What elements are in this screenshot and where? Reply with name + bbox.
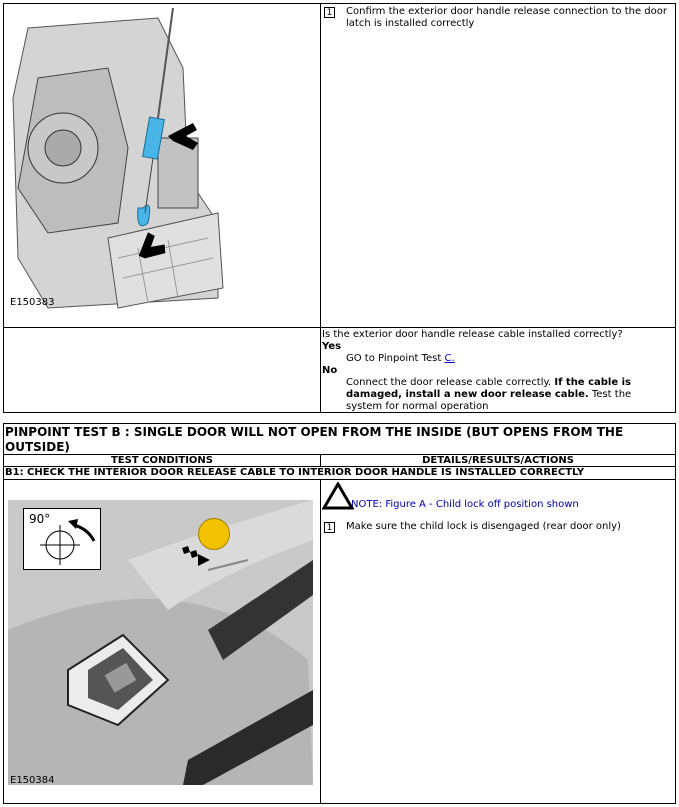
angle-label: 90° xyxy=(29,512,51,526)
step-number-badge: 1 xyxy=(324,7,335,18)
no-action-bold: If the cable is damaged, install a new door release cable. xyxy=(346,377,631,400)
figure-code-e150384: E150384 xyxy=(10,775,55,786)
question-text: Is the exterior door handle release cable installed correctly? xyxy=(322,329,623,340)
yes-action-prefix: GO to Pinpoint Test xyxy=(346,353,445,364)
pinpoint-test-c-link[interactable]: C. xyxy=(444,353,455,364)
step-a1-instruction: Confirm the exterior door handle release connection to the door latch is installed correctly xyxy=(346,6,668,29)
b1-step-number-badge: 1 xyxy=(324,522,335,533)
no-action-normal: Connect the door release cable correctly. xyxy=(346,377,555,388)
step-a1-details-cell xyxy=(320,3,676,328)
b1-note: NOTE: Figure A - Child lock off position shown xyxy=(351,499,579,510)
col-details-header: DETAILS/RESULTS/ACTIONS xyxy=(422,455,574,466)
caution-triangle-icon xyxy=(322,482,354,514)
no-action xyxy=(346,377,664,413)
no-label: No xyxy=(322,365,338,376)
question-left-cell xyxy=(3,327,321,413)
yes-action xyxy=(346,353,455,365)
figure-code-e150383: E150383 xyxy=(10,297,55,308)
b1-instruction: Make sure the child lock is disengaged (rear door only) xyxy=(346,521,621,532)
col-conditions-header: TEST CONDITIONS xyxy=(110,455,213,466)
b1-step-title: B1: CHECK THE INTERIOR DOOR RELEASE CABLE TO INTERIOR DOOR HANDLE IS INSTALLED CORRECTLY xyxy=(5,467,585,478)
direction-arrow-icon xyxy=(180,540,214,574)
no-action-tail: Test the system for normal operation xyxy=(346,389,632,412)
door-latch-figure xyxy=(8,8,320,313)
test-b-title: PINPOINT TEST B : SINGLE DOOR WILL NOT OPEN FROM THE INSIDE (BUT OPENS FROM THE OUTSIDE) xyxy=(5,425,624,454)
yes-label: Yes xyxy=(322,341,342,352)
